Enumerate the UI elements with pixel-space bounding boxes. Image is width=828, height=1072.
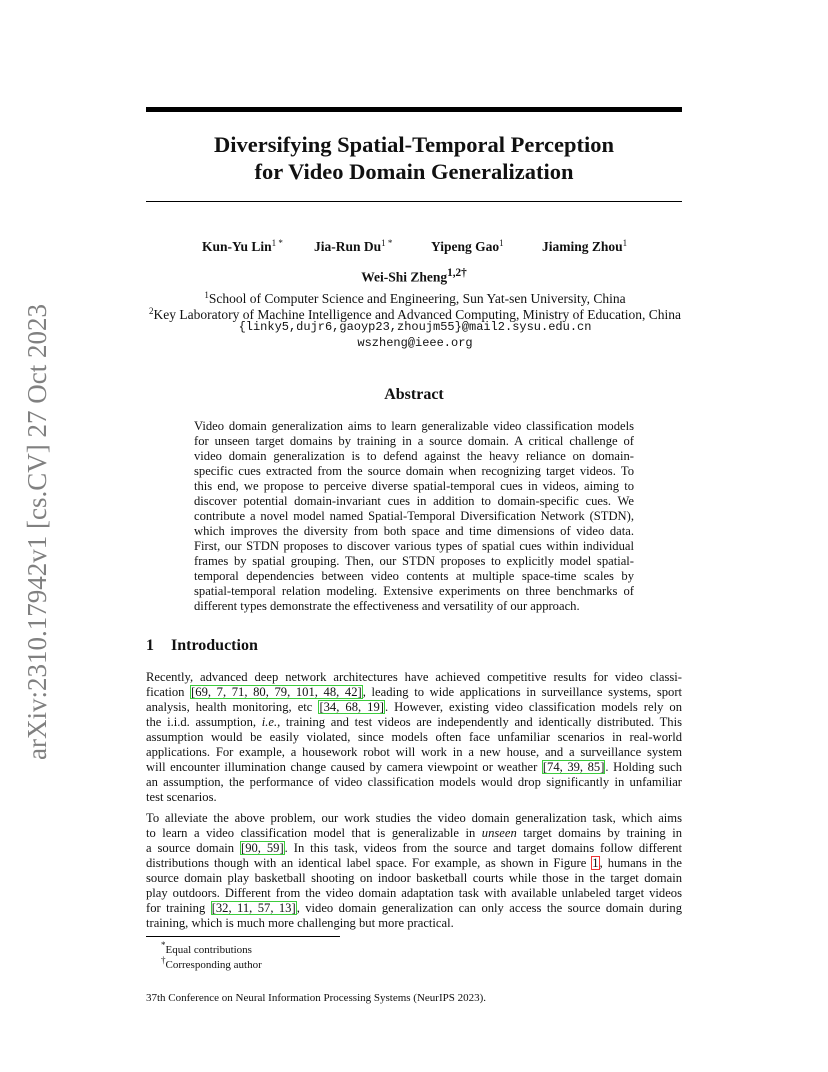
citation-link[interactable]: [32, 11, 57, 13] (211, 901, 296, 915)
section-heading (146, 637, 258, 655)
abstract-line: different types demonstrate the effectiveness and versatility of our approach. (194, 599, 580, 613)
email-line-1: {linky5,dujr6,gaoyp23,zhoujm55}@mail2.sysu.edu.cn (238, 320, 592, 334)
abstract-line: discover potential domain-invariant cues in addition to domain-specific cues. We (194, 494, 634, 508)
section-number: 1 (146, 637, 154, 654)
section-title: Introduction (171, 637, 258, 654)
footnote-rule (146, 936, 340, 937)
body-line: applications. For example, a housework robot will work in a new house, and a surveillance system (146, 745, 682, 759)
title-line-1: Diversifying Spatial-Temporal Perception (214, 132, 614, 157)
body-line: fication [69, 7, 71, 80, 79, 101, 48, 42], leading to wide applications in surveillance systems, sport (146, 685, 683, 699)
abstract-line: Video domain generalization aims to learn generalizable video classification models (194, 419, 634, 433)
abstract-line: contribute a novel model named Spatial-Temporal Diversification Network (STDN), (194, 509, 634, 523)
abstract-line: which improves the diversity from both space and time dimensions of video data. (194, 524, 634, 538)
citation-link[interactable]: [34, 68, 19] (319, 700, 384, 714)
body-line: training, which is much more challenging but more practical. (146, 916, 454, 930)
body-line: Recently, advanced deep network architectures have achieved competitive results for video classi- (146, 670, 682, 684)
email-line-2: wszheng@ieee.org (357, 336, 473, 350)
author-row (146, 238, 682, 258)
figure-link[interactable]: 1 (592, 856, 599, 870)
footnote-1: *Equal contributions (161, 940, 252, 956)
abstract-line: for unseen target domains by training in a source domain. A critical challenge of (194, 434, 634, 448)
body-line: will encounter illumination change caused by camera viewpoint or weather [74, 39, 85]. Holding such (146, 760, 683, 774)
body-line: source domain play basketball shooting on indoor basketball courts while those in the target domain (146, 871, 682, 885)
author-3: Yipeng Gao$^1$ (431, 238, 504, 254)
paper-title (146, 131, 682, 185)
body-line: an assumption, the performance of video classification models would drop significantly in unfamiliar (146, 775, 682, 789)
author-5: Wei-Shi Zheng$^{1,2\dagger}$ (361, 267, 467, 285)
author-2: Jia-Run $Du^{1 *}$ (314, 238, 393, 254)
body-line: the i.i.d. assumption, i.e., training and test videos are independently and identically distributed. This (146, 715, 683, 729)
body-line: to learn a video classification model that is generalizable in unseen target domains by training in (146, 826, 683, 840)
abstract-line: temporal dependencies between video contents at multiple space-time scales by (194, 569, 634, 583)
conference-note: 37th Conference on Neural Information Processing Systems (NeurIPS 2023). (146, 992, 487, 1004)
abstract-line: video domain generalization is to defend against the heavy reliance on domain- (194, 449, 634, 463)
body-line: play outdoors. Different from the video domain adaptation task with available unlabeled target videos (146, 886, 682, 900)
body-line: a source domain [90, 59]. In this task, videos from the source and target domains follow different (146, 841, 682, 855)
body-line: test scenarios. (146, 790, 217, 804)
body-line: distributions though with an identical label space. For example, as shown in Figure 1, humans in the (146, 856, 683, 870)
footnote-2: †Corresponding author (161, 955, 262, 971)
arxiv-side-stamp: arXiv:2310.17942v1 [cs.CV] 27 Oct 2023 (22, 304, 52, 760)
title-top-rule (146, 107, 682, 112)
title-line-2: for Video Domain Generalization (254, 159, 574, 184)
affiliation-1: $^1$School of Computer Science and Engineering, Sun Yat-sen University, China (204, 290, 626, 306)
body-line: for training [32, 11, 57, 13], video domain generalization can only access the source domain during (146, 901, 683, 915)
abstract-line: specific cues extracted from the source domain when recognizing target videos. To (194, 464, 634, 478)
citation-link[interactable]: [74, 39, 85] (542, 760, 605, 774)
title-bottom-rule (146, 201, 682, 202)
body-line: analysis, health monitoring, etc [34, 68, 19]. However, existing video classification models rely on (146, 700, 683, 714)
abstract-line: First, our STDN proposes to discover various types of spatial cues within individual (194, 539, 634, 553)
abstract-line: frames by spatial grouping. Then, our STDN proposes to explicitly model spatial- (194, 554, 634, 568)
abstract-line: this end, we propose to perceive diverse spatial-temporal cues in videos, aiming to (194, 479, 634, 493)
body-line: To alleviate the above problem, our work studies the video domain generalization task, which aims (146, 811, 682, 825)
affiliation-2: $^2$Key Laboratory of Machine Intelligence and Advanced Computing, Ministry of Education, China (149, 306, 681, 322)
author-4: Jiaming Zhou$^1$ (542, 238, 628, 254)
citation-link[interactable]: [69, 7, 71, 80, 79, 101, 48, 42] (191, 685, 362, 699)
abstract-heading: Abstract (384, 386, 444, 403)
abstract-line: spatial-temporal relation modeling. Extensive experiments on three benchmarks of (194, 584, 634, 598)
body-line: assumption would be easily violated, since models often face unfamiliar scenarios in real-world (146, 730, 682, 744)
author-1: Kun-Yu Lin$^{1 *}$ (202, 238, 283, 254)
citation-link[interactable]: [90, 59] (241, 841, 284, 855)
